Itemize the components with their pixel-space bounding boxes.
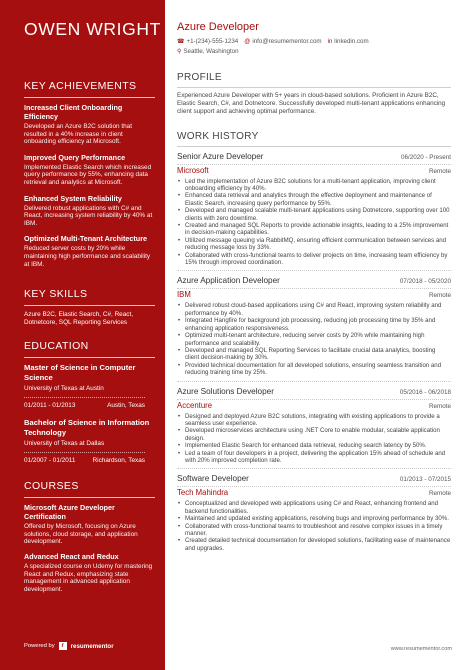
course-title: Advanced React and Redux bbox=[24, 551, 119, 561]
profile-text: Experienced Azure Developer with 5+ years in cloud-based solutions. Proficient in Azure B2C, Elastic Search, C#, and Dotnetcore. Successfully developed multi-tenant applications enhancing client support and achieving optimal performance. bbox=[177, 92, 446, 116]
footer-url[interactable]: www.resumementor.com bbox=[390, 646, 452, 652]
list-item: • Utilized message queuing via RabbitMQ, ensuring efficient communication between services and reducing message loss by 33%. bbox=[177, 237, 451, 252]
list-item: • Maintained and updated existing applications, resolving bugs and improving performance by 30%. bbox=[177, 515, 451, 522]
course-text: Offered by Microsoft, focusing on Azure solutions, cloud storage, and application development. bbox=[24, 523, 138, 546]
contact-info bbox=[177, 37, 451, 47]
achievement-text: Developed an Azure B2C solution that resulted in a 40% increase in client onboarding efficiency at Microsoft. bbox=[24, 123, 133, 146]
location-text: Seattle, Washington bbox=[183, 48, 239, 55]
phone-text: +1-(234)-555-1234 bbox=[186, 38, 239, 45]
phone-icon: ☎ bbox=[177, 39, 185, 45]
divider bbox=[177, 486, 451, 487]
company-name: Microsoft bbox=[177, 165, 209, 175]
course-item bbox=[24, 503, 155, 546]
job-dates: 05/2016 - 06/2018 bbox=[399, 388, 451, 396]
list-item: • Provided technical documentation for all developed solutions, ensuring seamless transition and reducing training time by 25%. bbox=[177, 362, 451, 377]
linkedin-icon: in bbox=[327, 39, 333, 45]
achievement-item bbox=[24, 194, 155, 228]
achievements-heading: KEY ACHIEVEMENTS bbox=[24, 79, 155, 98]
achievement-title: Increased Client Onboarding Efficiency bbox=[24, 103, 123, 121]
education-location: Austin, Texas bbox=[107, 402, 145, 410]
list-item: • Developed microservices architecture using .NET Core to enable modular, scalable application design. bbox=[177, 427, 451, 442]
company-row bbox=[177, 166, 451, 176]
job-bullets bbox=[177, 413, 451, 465]
company-name: IBM bbox=[177, 290, 191, 300]
job-location: Remote bbox=[428, 402, 451, 410]
email-text[interactable]: info@resumementor.com bbox=[252, 38, 322, 45]
achievement-title: Enhanced System Reliability bbox=[24, 193, 122, 203]
company-row bbox=[177, 488, 451, 498]
powered-logo-text: resumementor bbox=[70, 642, 114, 650]
school: University of Texas at Dallas bbox=[24, 440, 105, 448]
job-bullets bbox=[177, 500, 451, 552]
education-heading: EDUCATION bbox=[24, 339, 155, 358]
job-entry bbox=[177, 275, 451, 376]
divider bbox=[177, 270, 451, 271]
job-bullets bbox=[177, 178, 451, 267]
degree: Master of Science in Computer Science bbox=[24, 363, 136, 382]
job-header bbox=[177, 386, 451, 397]
divider bbox=[177, 164, 451, 165]
list-item: • Developed and managed SQL Reporting Services to facilitate crucial data analytics, boosting client decision-making by 30%. bbox=[177, 347, 451, 362]
list-item: • Developed and managed scalable multi-tenant applications using Dotnetcore, supporting over 100 clients with zero downtime. bbox=[177, 207, 451, 222]
list-item: • Collaborated with cross-functional teams to deliver projects on time, increasing team efficiency by 15% through improved coordination. bbox=[177, 252, 451, 267]
list-item: • Led the implementation of Azure B2C solutions for a multi-tenant application, improving client onboarding efficiency by 40%. bbox=[177, 178, 451, 193]
course-text: A specialized course on Udemy for mastering React and Redux, emphasizing state management in advanced application development. bbox=[24, 562, 153, 593]
achievement-title: Optimized Multi-Tenant Architecture bbox=[24, 234, 147, 244]
achievement-item bbox=[24, 153, 155, 187]
linkedin-text[interactable]: linkedin.com bbox=[334, 38, 369, 45]
job-location: Remote bbox=[428, 490, 451, 498]
job-bullets bbox=[177, 302, 451, 376]
job-entry bbox=[177, 386, 451, 465]
divider bbox=[24, 452, 145, 453]
job-title: Senior Azure Developer bbox=[177, 151, 264, 161]
education-dates: 01/2011 - 01/2013 bbox=[24, 402, 76, 410]
courses-heading: COURSES bbox=[24, 479, 155, 498]
job-title: Azure Solutions Developer bbox=[177, 386, 274, 396]
list-item: • Designed and deployed Azure B2C solutions, integrating with existing applications to provide a seamless user experience. bbox=[177, 413, 451, 428]
job-title: Software Developer bbox=[177, 474, 249, 484]
job-title: Azure Application Developer bbox=[177, 276, 280, 286]
job-location: Remote bbox=[428, 167, 451, 175]
skills-line: Dotnetcore, SQL Reporting Services bbox=[24, 319, 128, 327]
job-header bbox=[177, 275, 451, 286]
education-location: Richardson, Texas bbox=[92, 457, 145, 465]
education-meta bbox=[24, 402, 155, 410]
candidate-name: OWEN WRIGHT bbox=[24, 19, 161, 39]
email[interactable] bbox=[244, 37, 321, 47]
job-entry bbox=[177, 151, 451, 267]
phone bbox=[177, 37, 238, 47]
job-location: Remote bbox=[428, 292, 451, 300]
education-dates: 01/2007 - 01/2011 bbox=[24, 457, 76, 465]
email-icon: @ bbox=[244, 39, 251, 45]
skills-heading: KEY SKILLS bbox=[24, 287, 155, 306]
education-item bbox=[24, 363, 155, 410]
degree: Bachelor of Science in Information Technology bbox=[24, 418, 150, 437]
powered-by-label: Powered by bbox=[24, 643, 55, 649]
location-pin-icon: ⚲ bbox=[177, 49, 182, 55]
list-item: • Created detailed technical documentation for developed solutions, facilitating ease of maintenance and upgrades. bbox=[177, 537, 451, 552]
job-entry bbox=[177, 473, 451, 552]
list-item: • Led a team of four developers in a project, delivering the application 15% ahead of schedule and with 20% improved completion rate. bbox=[177, 450, 451, 465]
company-name: Accenture bbox=[177, 400, 213, 410]
divider bbox=[177, 288, 451, 289]
achievement-text: Delivered robust applications with C# and React, increasing system reliability by 40% at IBM. bbox=[24, 204, 153, 227]
sidebar bbox=[0, 0, 165, 670]
company-row bbox=[177, 401, 451, 411]
divider bbox=[177, 399, 451, 400]
divider bbox=[24, 397, 145, 398]
achievement-text: Implemented Elastic Search which increased query performance by 55%, enhancing data retrieval and analytics at Microsoft. bbox=[24, 163, 152, 186]
location-info bbox=[177, 47, 451, 57]
list-item: • Integrated Hangfire for background job processing, reducing job processing time by 35% and enhancing application responsiveness. bbox=[177, 317, 451, 332]
list-item: • Collaborated with cross-functional teams to troubleshoot and resolve complex issues in a timely manner. bbox=[177, 523, 451, 538]
list-item: • Delivered robust cloud-based applications using C# and React, improving system reliability and performance by 40%. bbox=[177, 302, 451, 317]
job-header bbox=[177, 473, 451, 484]
list-item: • Conceptualized and developed web applications using C# and React, enhancing frontend and backend functionalities. bbox=[177, 500, 451, 515]
course-item bbox=[24, 552, 155, 593]
profile-heading: PROFILE bbox=[177, 71, 451, 88]
divider bbox=[177, 381, 451, 382]
divider bbox=[177, 468, 451, 469]
achievement-item bbox=[24, 103, 155, 146]
company-name: Tech Mahindra bbox=[177, 488, 229, 498]
job-dates: 07/2018 - 05/2020 bbox=[399, 278, 451, 286]
job-dates: 06/2020 - Present bbox=[400, 153, 451, 161]
education-meta bbox=[24, 457, 155, 465]
linkedin[interactable] bbox=[328, 37, 369, 47]
job-header bbox=[177, 151, 451, 162]
job-dates: 01/2013 - 07/2015 bbox=[399, 476, 451, 484]
achievement-text: Reduced server costs by 20% while maintaining high performance and scalability at IBM. bbox=[24, 245, 151, 268]
company-row bbox=[177, 290, 451, 300]
powered-by bbox=[24, 642, 114, 650]
course-title: Microsoft Azure Developer Certification bbox=[24, 503, 115, 522]
list-item: • Enhanced data retrieval and analytics through the effective deployment and maintenance of Elastic Search, increasing query performance by 55%. bbox=[177, 192, 451, 207]
role-title: Azure Developer bbox=[177, 21, 259, 33]
list-item: • Optimized multi-tenant architecture, reducing server costs by 20% while maintaining high performance and scalability. bbox=[177, 332, 451, 347]
location bbox=[177, 47, 239, 57]
skills-line: Azure B2C, Elastic Search, C#, React, bbox=[24, 311, 134, 319]
resumementor-logo-icon: r bbox=[59, 642, 67, 650]
achievement-item bbox=[24, 234, 155, 268]
list-item: • Created and managed SQL Reports to provide actionable insights, leading to a 25% improvement in decision-making capabilities. bbox=[177, 222, 451, 237]
achievement-title: Improved Query Performance bbox=[24, 152, 126, 162]
education-item bbox=[24, 418, 155, 465]
work-history-heading: WORK HISTORY bbox=[177, 130, 451, 147]
school: University of Texas at Austin bbox=[24, 385, 104, 393]
list-item: • Implemented Elastic Search for enhanced data retrieval, reducing search latency by 50%. bbox=[177, 442, 451, 449]
main-content bbox=[177, 20, 451, 552]
